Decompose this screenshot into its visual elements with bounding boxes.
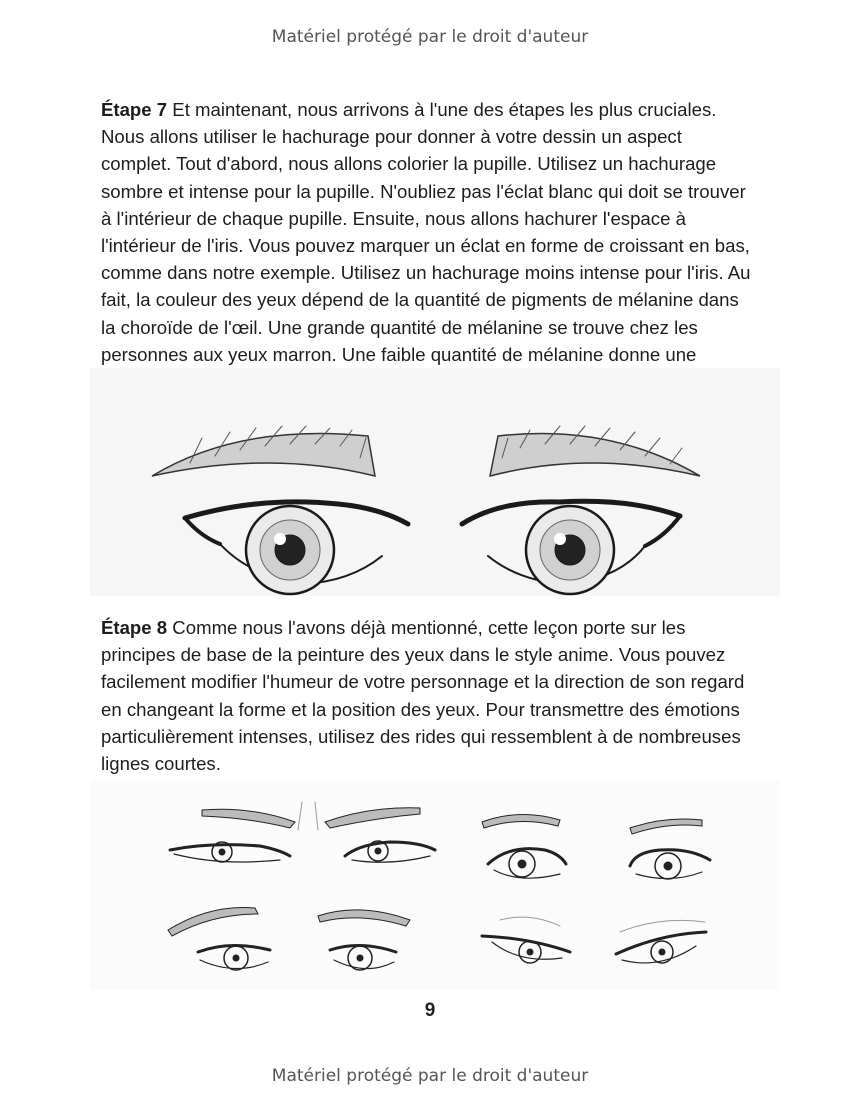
step-8-expressions-illustration <box>90 780 780 990</box>
right-eye-drawing <box>462 426 700 594</box>
step-7-eyes-illustration <box>90 368 780 596</box>
surprised-eyes-drawing <box>482 814 710 879</box>
step-8-paragraph <box>101 614 751 777</box>
sad-eyes-drawing <box>168 907 410 970</box>
step-7-label: Étape 7 <box>101 99 168 120</box>
page-number: 9 <box>424 1000 436 1021</box>
narrowed-eyes-drawing <box>482 917 706 963</box>
copyright-watermark-bottom: Matériel protégé par le droit d'auteur <box>271 1066 589 1086</box>
step-8-label: Étape 8 <box>101 617 168 638</box>
step-7-text: Et maintenant, nous arrivons à l'une des étapes les plus cruciales. Nous allons utiliser le hachurage pour donner à votre dessin un aspect complet. Tout d'abord, nous allons colorier la pupille. Utilisez un hachurage sombre et intense pour la pupille. N'oubliez pas l'éclat blanc qui doit se trouver à l'intérieur de chaque pupille. Ensuite, nous allons hachurer l'espace à l'intérieur de l'iris. Vous pouvez marquer un éclat en forme de croissant en bas, comme dans notre exemple. Utilisez un hachurage moins intense pour l'iris. Au fait, la couleur des yeux dépend de la quantité de pigments de mélanine dans la choroïde de l'œil. Une grande quantité de mélanine se trouve chez les personnes aux yeux marron. Une faible quantité de mélanine donne une <box>101 99 751 365</box>
copyright-watermark-top: Matériel protégé par le droit d'auteur <box>271 27 589 47</box>
step-8-text: Comme nous l'avons déjà mentionné, cette leçon porte sur les principes de base de la peinture des yeux dans le style anime. Vous pouvez facilement modifier l'humeur de votre personnage et la direction de son regard en changeant la forme et la position des yeux. Pour transmettre des émotions particulièrement intenses, utilisez des rides qui ressemblent à de nombreuses lignes courtes. <box>101 617 745 775</box>
left-eye-drawing <box>152 426 408 594</box>
step-7-paragraph <box>101 96 751 395</box>
angry-eyes-drawing <box>170 802 435 862</box>
